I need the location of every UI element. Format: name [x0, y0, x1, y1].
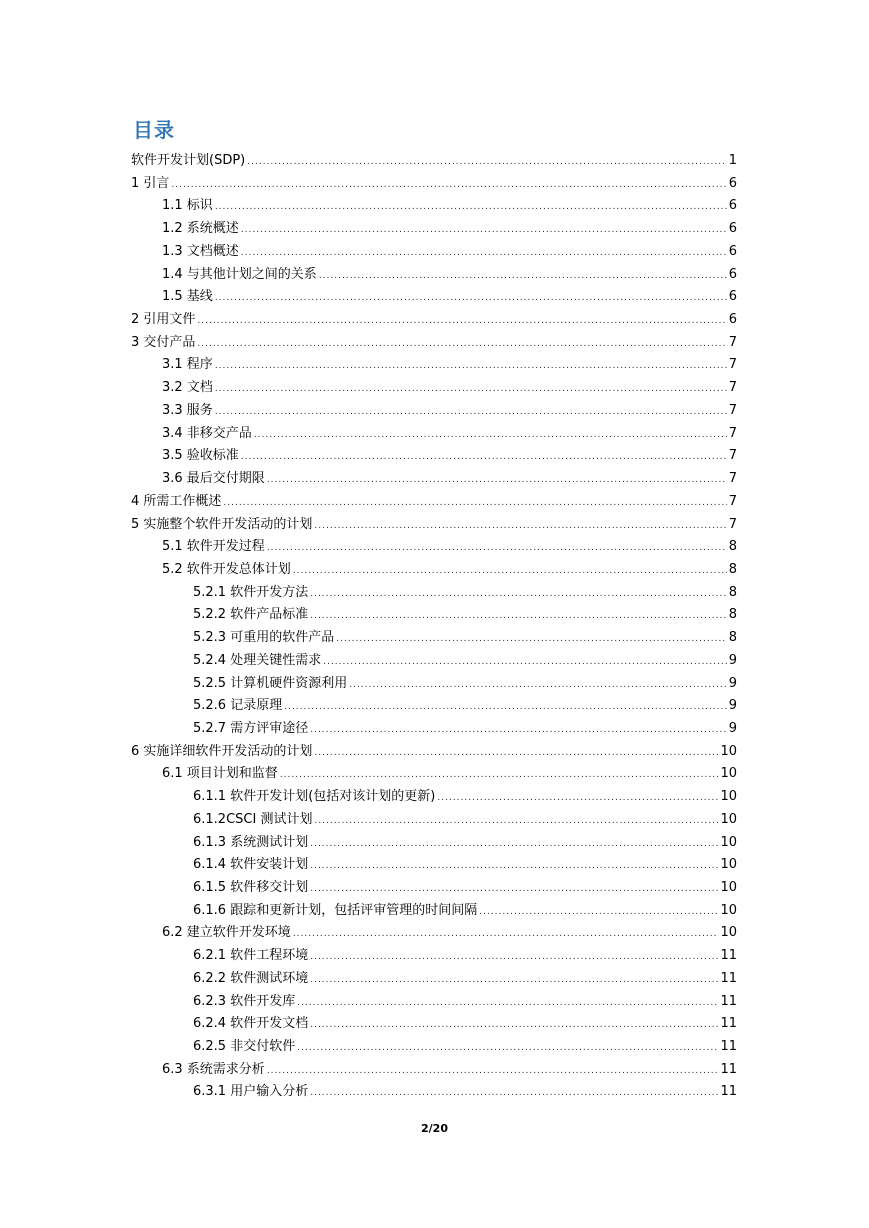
toc-entry[interactable]	[131, 604, 737, 627]
toc-dot-leader	[310, 946, 718, 969]
toc-entry-title: 3.1 程序	[162, 357, 213, 373]
toc-entry-title: 5.2.2 软件产品标准	[193, 607, 309, 623]
toc-entry-title: 6.2.5 非交付软件	[193, 1039, 296, 1055]
toc-dot-leader	[479, 901, 718, 924]
toc-entry-page-number: 6	[728, 221, 737, 237]
toc-entry-page-number: 10	[720, 811, 737, 827]
toc-entry[interactable]	[131, 945, 737, 968]
toc-dot-leader	[310, 719, 727, 742]
toc-dot-leader	[323, 651, 727, 674]
toc-dot-leader	[241, 219, 727, 242]
toc-entry[interactable]	[131, 195, 737, 218]
toc-entry[interactable]	[131, 1081, 737, 1104]
toc-entry-title: 6.2 建立软件开发环境	[162, 925, 291, 941]
toc-entry[interactable]	[131, 1059, 737, 1082]
toc-entry-title: 5.2.5 计算机硬件资源利用	[193, 675, 348, 691]
toc-dot-leader	[241, 446, 727, 469]
toc-entry[interactable]	[131, 922, 737, 945]
toc-dot-leader	[314, 810, 718, 833]
toc-dot-leader	[284, 696, 727, 719]
toc-title: 目录	[133, 118, 175, 142]
toc-dot-leader	[310, 833, 718, 856]
toc-entry[interactable]	[131, 854, 737, 877]
toc-entry[interactable]	[131, 900, 737, 923]
toc-entry[interactable]	[131, 786, 737, 809]
toc-entry-title: 6.2.4 软件开发文档	[193, 1016, 309, 1032]
toc-entry-title: 6.3 系统需求分析	[162, 1061, 265, 1077]
toc-entry-page-number: 9	[728, 652, 737, 668]
toc-dot-leader	[197, 310, 726, 333]
toc-entry-page-number: 10	[720, 789, 737, 805]
toc-dot-leader	[247, 151, 726, 174]
toc-entry-title: 6.1.4 软件安装计划	[193, 857, 309, 873]
toc-entry[interactable]	[131, 218, 737, 241]
toc-dot-leader	[215, 287, 727, 310]
toc-entry[interactable]	[131, 559, 737, 582]
toc-entry-page-number: 10	[720, 925, 737, 941]
toc-entry-title: 5.2.1 软件开发方法	[193, 584, 309, 600]
toc-entry[interactable]	[131, 150, 737, 173]
toc-dot-leader	[171, 174, 726, 197]
toc-entry[interactable]	[131, 173, 737, 196]
toc-entry-page-number: 8	[728, 630, 737, 646]
toc-entry-page-number: 10	[720, 766, 737, 782]
toc-entry-page-number: 7	[728, 380, 737, 396]
toc-entry[interactable]	[131, 241, 737, 264]
toc-dot-leader	[314, 742, 718, 765]
toc-dot-leader	[254, 424, 727, 447]
toc-entry[interactable]	[131, 582, 737, 605]
toc-dot-leader	[310, 855, 718, 878]
toc-entry-page-number: 8	[728, 584, 737, 600]
toc-entry[interactable]	[131, 514, 737, 537]
toc-entry[interactable]	[131, 650, 737, 673]
toc-entry-page-number: 6	[728, 198, 737, 214]
toc-entry-page-number: 7	[728, 425, 737, 441]
toc-entry-page-number: 1	[728, 153, 737, 168]
toc-entry-page-number: 6	[728, 266, 737, 282]
toc-dot-leader	[267, 537, 727, 560]
toc-entry-page-number: 11	[720, 1039, 737, 1055]
toc-dot-leader	[215, 196, 727, 219]
toc-entry-page-number: 7	[728, 334, 737, 350]
toc-dot-leader	[223, 492, 726, 515]
toc-entry-title: 1.5 基线	[162, 289, 213, 305]
toc-entry[interactable]	[131, 627, 737, 650]
toc-entry-page-number: 8	[728, 561, 737, 577]
toc-dot-leader	[336, 628, 727, 651]
table-of-contents	[131, 150, 737, 1104]
toc-entry-title: 6.2.1 软件工程环境	[193, 948, 309, 964]
toc-entry-page-number: 6	[728, 175, 737, 191]
toc-dot-leader	[267, 469, 727, 492]
toc-dot-leader	[319, 265, 727, 288]
toc-dot-leader	[310, 969, 718, 992]
toc-entry-title: 6.3.1 用户输入分析	[193, 1084, 309, 1100]
toc-entry-title: 1.2 系统概述	[162, 221, 239, 237]
toc-entry[interactable]	[131, 877, 737, 900]
toc-dot-leader	[310, 1082, 718, 1105]
toc-entry[interactable]	[131, 1036, 737, 1059]
toc-entry-page-number: 10	[720, 902, 737, 918]
toc-entry-page-number: 11	[720, 1061, 737, 1077]
toc-entry-title: 1.3 文档概述	[162, 243, 239, 259]
toc-entry-title: 6.2.3 软件开发库	[193, 993, 296, 1009]
toc-entry-title: 3.3 服务	[162, 402, 213, 418]
toc-dot-leader	[215, 355, 727, 378]
toc-entry-title: 3.2 文档	[162, 380, 213, 396]
toc-entry-page-number: 7	[728, 493, 737, 509]
toc-entry[interactable]	[131, 264, 737, 287]
toc-dot-leader	[293, 923, 719, 946]
toc-entry-title: 6.1.3 系统测试计划	[193, 834, 309, 850]
toc-entry[interactable]	[131, 491, 737, 514]
toc-entry-page-number: 10	[720, 857, 737, 873]
page-indicator: 2/20	[421, 1122, 448, 1135]
toc-entry-page-number: 6	[728, 243, 737, 259]
toc-entry-page-number: 11	[720, 1016, 737, 1032]
toc-entry[interactable]	[131, 536, 737, 559]
toc-entry[interactable]	[131, 741, 737, 764]
toc-entry[interactable]	[131, 718, 737, 741]
toc-dot-leader	[297, 1037, 718, 1060]
toc-entry-page-number: 10	[720, 743, 737, 759]
toc-entry-page-number: 11	[720, 948, 737, 964]
toc-entry-title: 6.1.6 跟踪和更新计划，包括评审管理的时间间隔	[193, 902, 478, 918]
toc-dot-leader	[293, 560, 727, 583]
toc-entry-page-number: 11	[720, 993, 737, 1009]
toc-dot-leader	[267, 1060, 719, 1083]
toc-entry[interactable]	[131, 968, 737, 991]
toc-entry-title: 6 实施详细软件开发活动的计划	[131, 743, 313, 759]
toc-entry-title: 6.1 项目计划和监督	[162, 766, 278, 782]
toc-entry[interactable]	[131, 286, 737, 309]
toc-entry-page-number: 8	[728, 539, 737, 555]
toc-entry-title: 6.1.5 软件移交计划	[193, 880, 309, 895]
toc-entry-page-number: 9	[728, 698, 737, 714]
toc-dot-leader	[215, 401, 727, 424]
toc-dot-leader	[241, 242, 727, 265]
toc-entry[interactable]	[131, 377, 737, 400]
toc-entry-title: 1.1 标识	[162, 198, 213, 214]
toc-entry-page-number: 7	[728, 402, 737, 418]
toc-entry-page-number: 9	[728, 720, 737, 736]
toc-dot-leader	[280, 764, 719, 787]
toc-entry[interactable]	[131, 445, 737, 468]
toc-entry-title: 5.2 软件开发总体计划	[162, 561, 291, 577]
toc-entry[interactable]	[131, 423, 737, 446]
toc-dot-leader	[349, 674, 727, 697]
toc-dot-leader	[197, 333, 726, 356]
toc-entry-title: 1 引言	[131, 175, 170, 191]
toc-dot-leader	[310, 878, 718, 901]
toc-entry-title: 软件开发计划(SDP)	[131, 153, 246, 168]
toc-entry-page-number: 7	[728, 448, 737, 464]
toc-entry-title: 3.6 最后交付期限	[162, 471, 265, 487]
toc-entry-title: 6.1.2CSCI 测试计划	[193, 811, 313, 827]
toc-entry[interactable]	[131, 400, 737, 423]
toc-entry[interactable]	[131, 332, 737, 355]
toc-entry-page-number: 8	[728, 607, 737, 623]
toc-entry[interactable]	[131, 673, 737, 696]
toc-entry-page-number: 7	[728, 516, 737, 532]
toc-entry[interactable]	[131, 1013, 737, 1036]
toc-entry[interactable]	[131, 832, 737, 855]
toc-dot-leader	[297, 992, 718, 1015]
toc-entry-title: 3 交付产品	[131, 334, 196, 350]
toc-entry-page-number: 11	[720, 1084, 737, 1100]
toc-entry-page-number: 10	[720, 834, 737, 850]
toc-entry-page-number: 6	[728, 312, 737, 328]
toc-entry-page-number: 7	[728, 471, 737, 487]
toc-entry-title: 5 实施整个软件开发活动的计划	[131, 516, 313, 532]
toc-entry-title: 5.2.6 记录原理	[193, 698, 283, 714]
toc-entry-title: 6.2.2 软件测试环境	[193, 970, 309, 986]
toc-entry-title: 5.1 软件开发过程	[162, 539, 265, 555]
toc-entry[interactable]	[131, 354, 737, 377]
toc-dot-leader	[314, 515, 726, 538]
toc-entry-title: 6.1.1 软件开发计划(包括对该计划的更新)	[193, 789, 436, 805]
toc-entry[interactable]	[131, 695, 737, 718]
toc-entry-page-number: 7	[728, 357, 737, 373]
toc-entry-title: 5.2.4 处理关键性需求	[193, 652, 322, 668]
toc-dot-leader	[215, 378, 727, 401]
toc-entry-page-number: 11	[720, 970, 737, 986]
toc-entry-title: 4 所需工作概述	[131, 493, 222, 509]
toc-entry-page-number: 9	[728, 675, 737, 691]
toc-dot-leader	[437, 787, 718, 810]
toc-dot-leader	[310, 605, 727, 628]
toc-entry-title: 3.4 非移交产品	[162, 425, 252, 441]
toc-entry[interactable]	[131, 991, 737, 1014]
toc-dot-leader	[310, 583, 727, 606]
toc-entry-page-number: 6	[728, 289, 737, 305]
toc-entry[interactable]	[131, 309, 737, 332]
toc-entry-title: 1.4 与其他计划之间的关系	[162, 266, 317, 282]
toc-entry[interactable]	[131, 809, 737, 832]
toc-entry-title: 5.2.3 可重用的软件产品	[193, 630, 335, 646]
toc-entry[interactable]	[131, 468, 737, 491]
toc-entry-page-number: 10	[720, 880, 737, 895]
toc-entry-title: 3.5 验收标准	[162, 448, 239, 464]
toc-entry[interactable]	[131, 763, 737, 786]
toc-dot-leader	[310, 1014, 718, 1037]
toc-entry-title: 2 引用文件	[131, 312, 196, 328]
toc-entry-title: 5.2.7 需方评审途径	[193, 720, 309, 736]
